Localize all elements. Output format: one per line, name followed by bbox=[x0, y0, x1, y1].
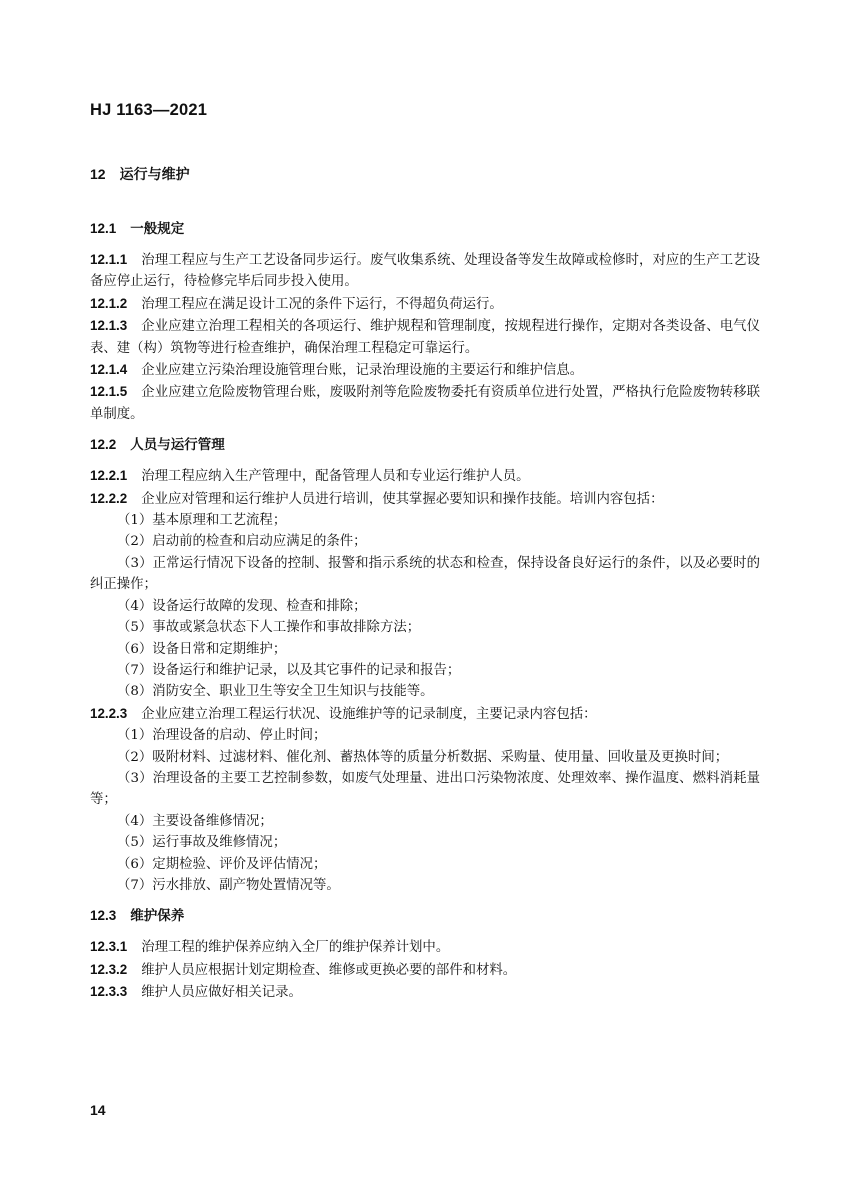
chapter-number: 12 bbox=[90, 166, 106, 182]
clause-number: 12.2.2 bbox=[90, 490, 128, 506]
document-body bbox=[90, 164, 760, 1004]
clause-number: 12.2.1 bbox=[90, 468, 128, 484]
clause-number: 12.1.5 bbox=[90, 384, 128, 400]
list-item: （2）启动前的检查和启动应满足的条件； bbox=[117, 534, 367, 550]
list-item: （1）基本原理和工艺流程； bbox=[117, 513, 287, 529]
clause bbox=[90, 959, 760, 981]
list-item: （7）设备运行和维护记录，以及其它事件的记录和报告； bbox=[117, 662, 461, 678]
chapter-heading bbox=[90, 164, 760, 184]
section-number: 12.2 bbox=[90, 437, 117, 453]
chapter-title: 运行与维护 bbox=[119, 166, 190, 182]
list-item: （7）污水排放、副产物处置情况等。 bbox=[117, 877, 340, 893]
clause-number: 12.1.2 bbox=[90, 295, 128, 311]
clause-text: 企业应建立治理工程运行状况、设施维护等的记录制度，主要记录内容包括： bbox=[141, 706, 597, 722]
clause bbox=[90, 381, 760, 425]
list-item: （2）吸附材料、过滤材料、催化剂、蓄热体等的质量分析数据、采购量、使用量、回收量及更换时间； bbox=[117, 749, 729, 765]
clause-number: 12.3.2 bbox=[90, 961, 128, 977]
clause-number: 12.2.3 bbox=[90, 705, 128, 721]
clause-number: 12.3.3 bbox=[90, 984, 128, 1000]
clause bbox=[90, 315, 760, 359]
list-item: （5）事故或紧急状态下人工操作和事故排除方法； bbox=[117, 620, 421, 636]
clause-text: 治理工程应在满足设计工况的条件下运行，不得超负荷运行。 bbox=[141, 296, 503, 312]
list-item: （4）设备运行故障的发现、检查和排除； bbox=[117, 598, 367, 614]
clause-number: 12.3.1 bbox=[90, 939, 128, 955]
section-title: 一般规定 bbox=[130, 221, 185, 237]
clause-text: 企业应建立危险废物管理台账，废吸附剂等危险废物委托有资质单位进行处置，严格执行危险废物转移联单制度。 bbox=[90, 385, 760, 422]
clause bbox=[90, 488, 760, 510]
list-item: （8）消防安全、职业卫生等安全卫生知识与技能等。 bbox=[117, 684, 434, 700]
section-title: 人员与运行管理 bbox=[130, 437, 225, 454]
clause bbox=[90, 936, 760, 958]
clause-number: 12.1.1 bbox=[90, 252, 128, 267]
clause-number: 12.1.4 bbox=[90, 362, 128, 378]
list-item: （6）定期检验、评价及评估情况； bbox=[117, 856, 327, 872]
section-heading bbox=[90, 219, 760, 239]
clause bbox=[90, 249, 760, 293]
list-item: （6）设备日常和定期维护； bbox=[117, 641, 287, 657]
page-number: 14 bbox=[90, 1102, 106, 1118]
clause-text: 治理工程应纳入生产管理中，配备管理人员和专业运行维护人员。 bbox=[141, 469, 530, 485]
clause-number: 12.1.3 bbox=[90, 318, 128, 334]
list-item: （3）正常运行情况下设备的控制、报警和指示系统的状态和检查，保持设备良好运行的条件，以及必要时的纠正操作； bbox=[90, 555, 760, 593]
section-number: 12.3 bbox=[90, 908, 117, 924]
clause-text: 治理工程应与生产工艺设备同步运行。废气收集系统、处理设备等发生故障或检修时，对应的生产工艺设备应停止运行，待检修完毕后同步投入使用。 bbox=[90, 253, 760, 290]
clause-text: 企业应建立治理工程相关的各项运行、维护规程和管理制度，按规程进行操作，定期对各类设备、电气仪表、建（构）筑物等进行检查维护，确保治理工程稳定可靠运行。 bbox=[90, 319, 760, 356]
list-item: （5）运行事故及维修情况； bbox=[117, 835, 287, 851]
standard-code: HJ 1163—2021 bbox=[90, 101, 208, 119]
clause-text: 维护人员应根据计划定期检查、维修或更换必要的部件和材料。 bbox=[141, 962, 517, 978]
clause bbox=[90, 465, 760, 487]
section-title: 维护保养 bbox=[130, 908, 185, 925]
clause-text: 维护人员应做好相关记录。 bbox=[141, 985, 302, 1001]
section-heading bbox=[90, 435, 760, 455]
section-heading bbox=[90, 906, 760, 926]
list-item: （1）治理设备的启动、停止时间； bbox=[117, 728, 327, 744]
clause-text: 治理工程的维护保养应纳入全厂的维护保养计划中。 bbox=[141, 940, 450, 956]
clause bbox=[90, 981, 760, 1003]
clause bbox=[90, 703, 760, 725]
list-item: （3）治理设备的主要工艺控制参数，如废气处理量、进出口污染物浓度、处理效率、操作温度、燃料消耗量等； bbox=[90, 770, 760, 808]
section-number: 12.1 bbox=[90, 221, 117, 236]
list-item: （4）主要设备维修情况； bbox=[117, 813, 273, 829]
clause-text: 企业应建立污染治理设施管理台账，记录治理设施的主要运行和维护信息。 bbox=[141, 363, 584, 379]
clause-text: 企业应对管理和运行维护人员进行培训，使其掌握必要知识和操作技能。培训内容包括： bbox=[141, 491, 664, 507]
clause bbox=[90, 293, 760, 315]
clause bbox=[90, 359, 760, 381]
